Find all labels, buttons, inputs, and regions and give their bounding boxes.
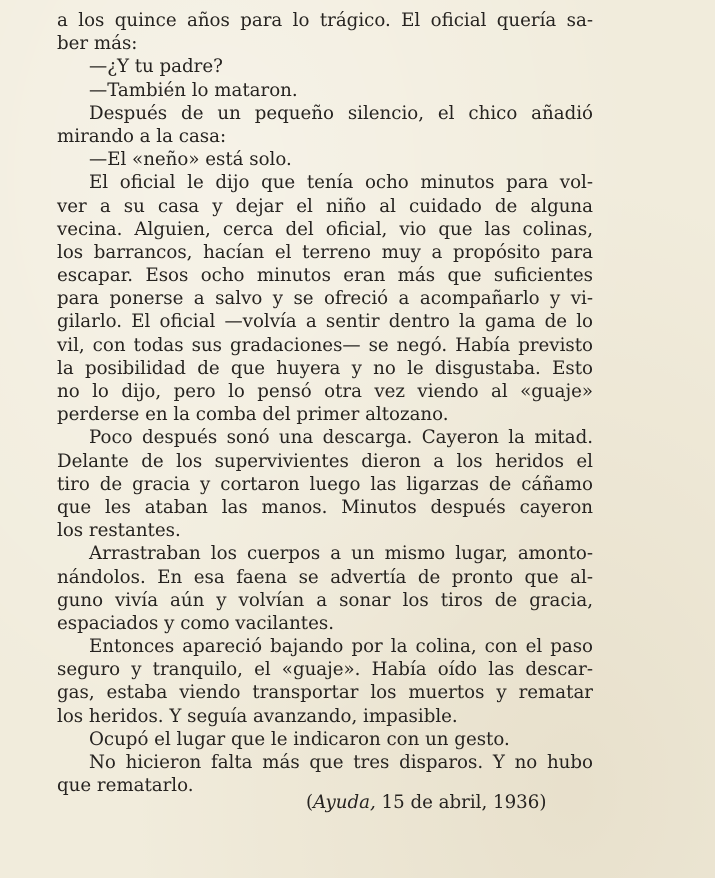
text-line: gas, estaba viendo transportar los muertos y rematar (57, 682, 593, 704)
citation-source: Ayuda, (313, 792, 376, 813)
text-line: Después de un pequeño silencio, el chico añadió (89, 102, 593, 124)
story-text (57, 9, 593, 797)
text-line: Delante de los supervivientes dieron a los heridos el (57, 450, 593, 472)
text-line: ver a su casa y dejar el niño al cuidado de alguna (57, 195, 593, 217)
text-line: perderse en la comba del primer altozano. (57, 404, 449, 426)
text-line: los restantes. (57, 520, 181, 542)
text-line: vil, con todas sus gradaciones— se negó. Había previsto (57, 334, 593, 356)
text-line: los barrancos, hacían el terreno muy a propósito para (57, 241, 593, 263)
text-line: —¿Y tu padre? (89, 56, 223, 78)
text-line: vecina. Alguien, cerca del oficial, vio que las colinas, (57, 218, 593, 240)
text-line: Arrastraban los cuerpos a un mismo lugar, amonto- (89, 543, 593, 565)
citation-open-paren: ( (306, 792, 314, 813)
text-line: ber más: (57, 33, 138, 55)
text-line: Ocupó el lugar que le indicaron con un gesto. (89, 728, 510, 750)
text-line: —El «neño» está solo. (89, 149, 292, 171)
text-line: Poco después sonó una descarga. Cayeron la mitad. (89, 427, 593, 449)
text-line: gilarlo. El oficial —volvía a sentir dentro la gama de lo (57, 311, 593, 333)
text-line: guno vivía aún y volvían a sonar los tiros de gracia, (57, 589, 593, 611)
text-line: la posibilidad de que huyera y no le disgustaba. Esto (57, 357, 593, 379)
text-line: que les ataban las manos. Minutos después cayeron (57, 496, 593, 518)
text-line: los heridos. Y seguía avanzando, impasible. (57, 705, 458, 727)
text-line: para ponerse a salvo y se ofreció a acompañarlo y vi- (57, 288, 593, 310)
text-line: Entonces apareció bajando por la colina, con el paso (89, 636, 593, 658)
text-line: seguro y tranquilo, el «guaje». Había oído las descar- (57, 659, 593, 681)
text-line: espaciados y como vacilantes. (57, 612, 334, 634)
citation (306, 791, 546, 814)
text-line: que rematarlo. (57, 775, 194, 797)
text-line: —También lo mataron. (89, 79, 298, 101)
text-line: escapar. Esos ocho minutos eran más que suficientes (57, 265, 593, 287)
text-line: mirando a la casa: (57, 125, 227, 147)
text-line: tiro de gracia y cortaron luego las ligarzas de cáñamo (57, 473, 593, 495)
text-line: no lo dijo, pero lo pensó otra vez viendo al «guaje» (57, 381, 593, 402)
text-line: nándolos. En esa faena se advertía de pronto que al- (57, 566, 593, 588)
text-line: a los quince años para lo trágico. El oficial quería sa- (57, 10, 593, 31)
text-line: El oficial le dijo que tenía ocho minutos para vol- (89, 172, 593, 194)
citation-date: 15 de abril, 1936) (375, 792, 547, 813)
text-line: No hicieron falta más que tres disparos. Y no hubo (89, 752, 593, 773)
